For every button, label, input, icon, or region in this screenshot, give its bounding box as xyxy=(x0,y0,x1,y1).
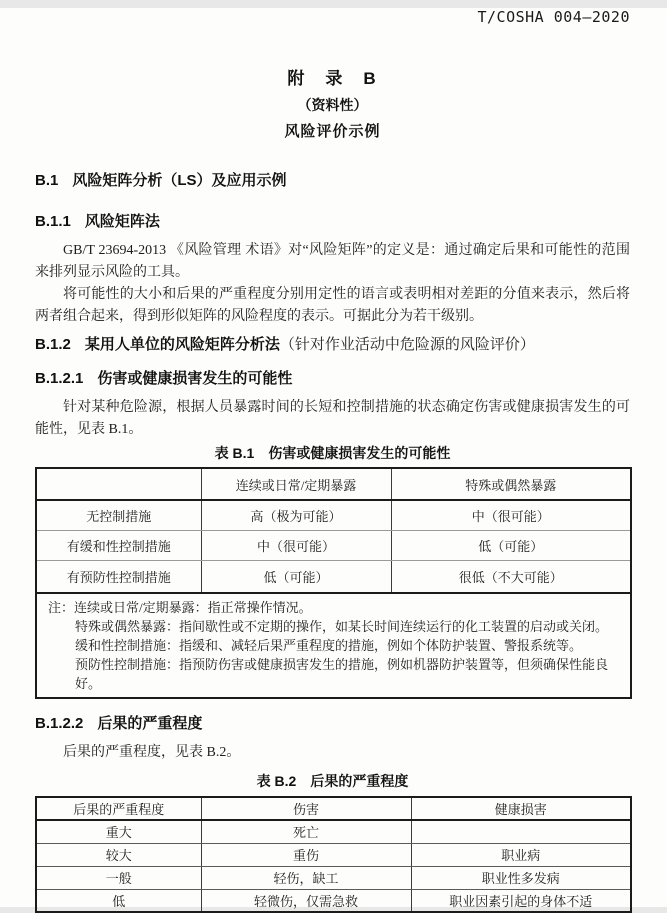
table-cell: 高（极为可能） xyxy=(201,500,391,530)
table-cell: 死亡 xyxy=(201,820,411,843)
paragraph-likelihood: 针对某种危险源，根据人员暴露时间的长短和控制措施的状态确定伤害或健康损害发生的可能性，见表 B.1。 xyxy=(35,400,630,437)
table-b1-header-row xyxy=(36,468,631,500)
table-notes xyxy=(48,598,620,693)
table-cell: 一般 xyxy=(36,866,201,889)
table-row xyxy=(36,820,631,843)
table-header-cell: 后果的严重程度 xyxy=(36,797,201,820)
table-cell: 有预防性控制措施 xyxy=(36,560,201,593)
table-b1-caption: 表 B.1 伤害或健康损害发生的可能性 xyxy=(214,445,451,461)
table-row xyxy=(36,866,631,889)
heading-title: 伤害或健康损害发生的可能性 xyxy=(97,370,293,387)
appendix-title: 附 录 B xyxy=(287,69,378,88)
note-line xyxy=(48,598,620,617)
table-cell: 重伤 xyxy=(201,843,411,866)
table-b1 xyxy=(35,467,632,699)
section-heading-b12 xyxy=(35,334,630,356)
paragraph-method: 将可能性的大小和后果的严重程度分别用定性的语言或表明相对差距的分值来表示，然后将两者组合起来，得到形似矩阵的风险程度的表示。可据此分为若干级别。 xyxy=(35,287,630,324)
table-header-cell: 特殊或偶然暴露 xyxy=(391,468,631,500)
table-b2-header-row xyxy=(36,797,631,820)
table-header-cell: 伤害 xyxy=(201,797,411,820)
table-cell: 职业因素引起的身体不适 xyxy=(411,889,631,912)
heading-title: 风险矩阵法 xyxy=(84,213,160,230)
note-label: 注： xyxy=(48,600,75,615)
table-cell: 中（很可能） xyxy=(201,530,391,560)
table-cell: 轻微伤，仅需急救 xyxy=(201,889,411,912)
paragraph-severity: 后果的严重程度，见表 B.2。 xyxy=(63,745,241,760)
heading-title: 风险矩阵分析（LS）及应用示例 xyxy=(72,172,287,189)
heading-suffix: （针对作业活动中危险源的风险评价） xyxy=(279,337,535,353)
appendix-classification: （资料性） xyxy=(297,97,368,113)
table-row xyxy=(36,889,631,912)
section-heading-b11 xyxy=(35,211,630,232)
note-line: 缓和性控制措施：指缓和、减轻后果严重程度的措施，例如个体防护装置、警报系统等。 xyxy=(75,638,583,653)
note-line: 特殊或偶然暴露：指间歇性或不定期的操作，如某长时间连续运行的化工装置的启动或关闭。 xyxy=(75,619,609,634)
section-heading-b1 xyxy=(35,170,630,191)
table-cell: 较大 xyxy=(36,843,201,866)
table-header-cell: 连续或日常/定期暴露 xyxy=(201,468,391,500)
note-line: 预防性控制措施：指预防伤害或健康损害发生的措施，例如机器防护装置等，但须确保性能良好。 xyxy=(75,657,609,691)
heading-title: 后果的严重程度 xyxy=(97,715,203,732)
table-cell: 重大 xyxy=(36,820,201,843)
table-cell: 中（很可能） xyxy=(391,500,631,530)
table-row xyxy=(36,530,631,560)
heading-number: B.1.2.2 xyxy=(35,715,84,732)
appendix-subtitle: 风险评价示例 xyxy=(284,123,381,140)
doc-number: T/COSHA 004—2020 xyxy=(477,8,630,26)
table-notes-cell xyxy=(36,593,631,698)
table-header-cell: 健康损害 xyxy=(411,797,631,820)
table-cell: 很低（不大可能） xyxy=(391,560,631,593)
table-row xyxy=(36,560,631,593)
section-heading-b121 xyxy=(35,368,630,389)
table-cell: 轻伤，缺工 xyxy=(201,866,411,889)
section-heading-b122 xyxy=(35,713,630,734)
heading-number: B.1 xyxy=(35,172,59,189)
table-cell: 低 xyxy=(112,893,126,909)
table-cell: 无控制措施 xyxy=(36,500,201,530)
heading-number: B.1.2 xyxy=(35,336,71,353)
heading-title: 某用人单位的风险矩阵分析法 xyxy=(84,336,280,353)
table-cell: 有缓和性控制措施 xyxy=(36,530,201,560)
table-header-cell xyxy=(36,468,201,500)
table-cell: 职业性多发病 xyxy=(411,866,631,889)
table-cell: 职业病 xyxy=(411,843,631,866)
table-cell: 低（可能） xyxy=(201,560,391,593)
table-row xyxy=(36,843,631,866)
document-page xyxy=(0,8,667,907)
heading-number: B.1.1 xyxy=(35,213,71,230)
paragraph-definition: GB/T 23694-2013 《风险管理 术语》对“风险矩阵”的定义是：通过确定后果和可能性的范围来排列显示风险的工具。 xyxy=(35,243,630,280)
table-row xyxy=(36,500,631,530)
table-notes-row xyxy=(36,593,631,698)
table-cell: 低（可能） xyxy=(391,530,631,560)
table-b2-caption: 表 B.2 后果的严重程度 xyxy=(256,773,409,789)
table-b2 xyxy=(35,796,632,913)
note-text: 连续或日常/定期暴露：指正常操作情况。 xyxy=(74,600,312,615)
table-cell xyxy=(411,820,631,843)
heading-number: B.1.2.1 xyxy=(35,370,84,387)
